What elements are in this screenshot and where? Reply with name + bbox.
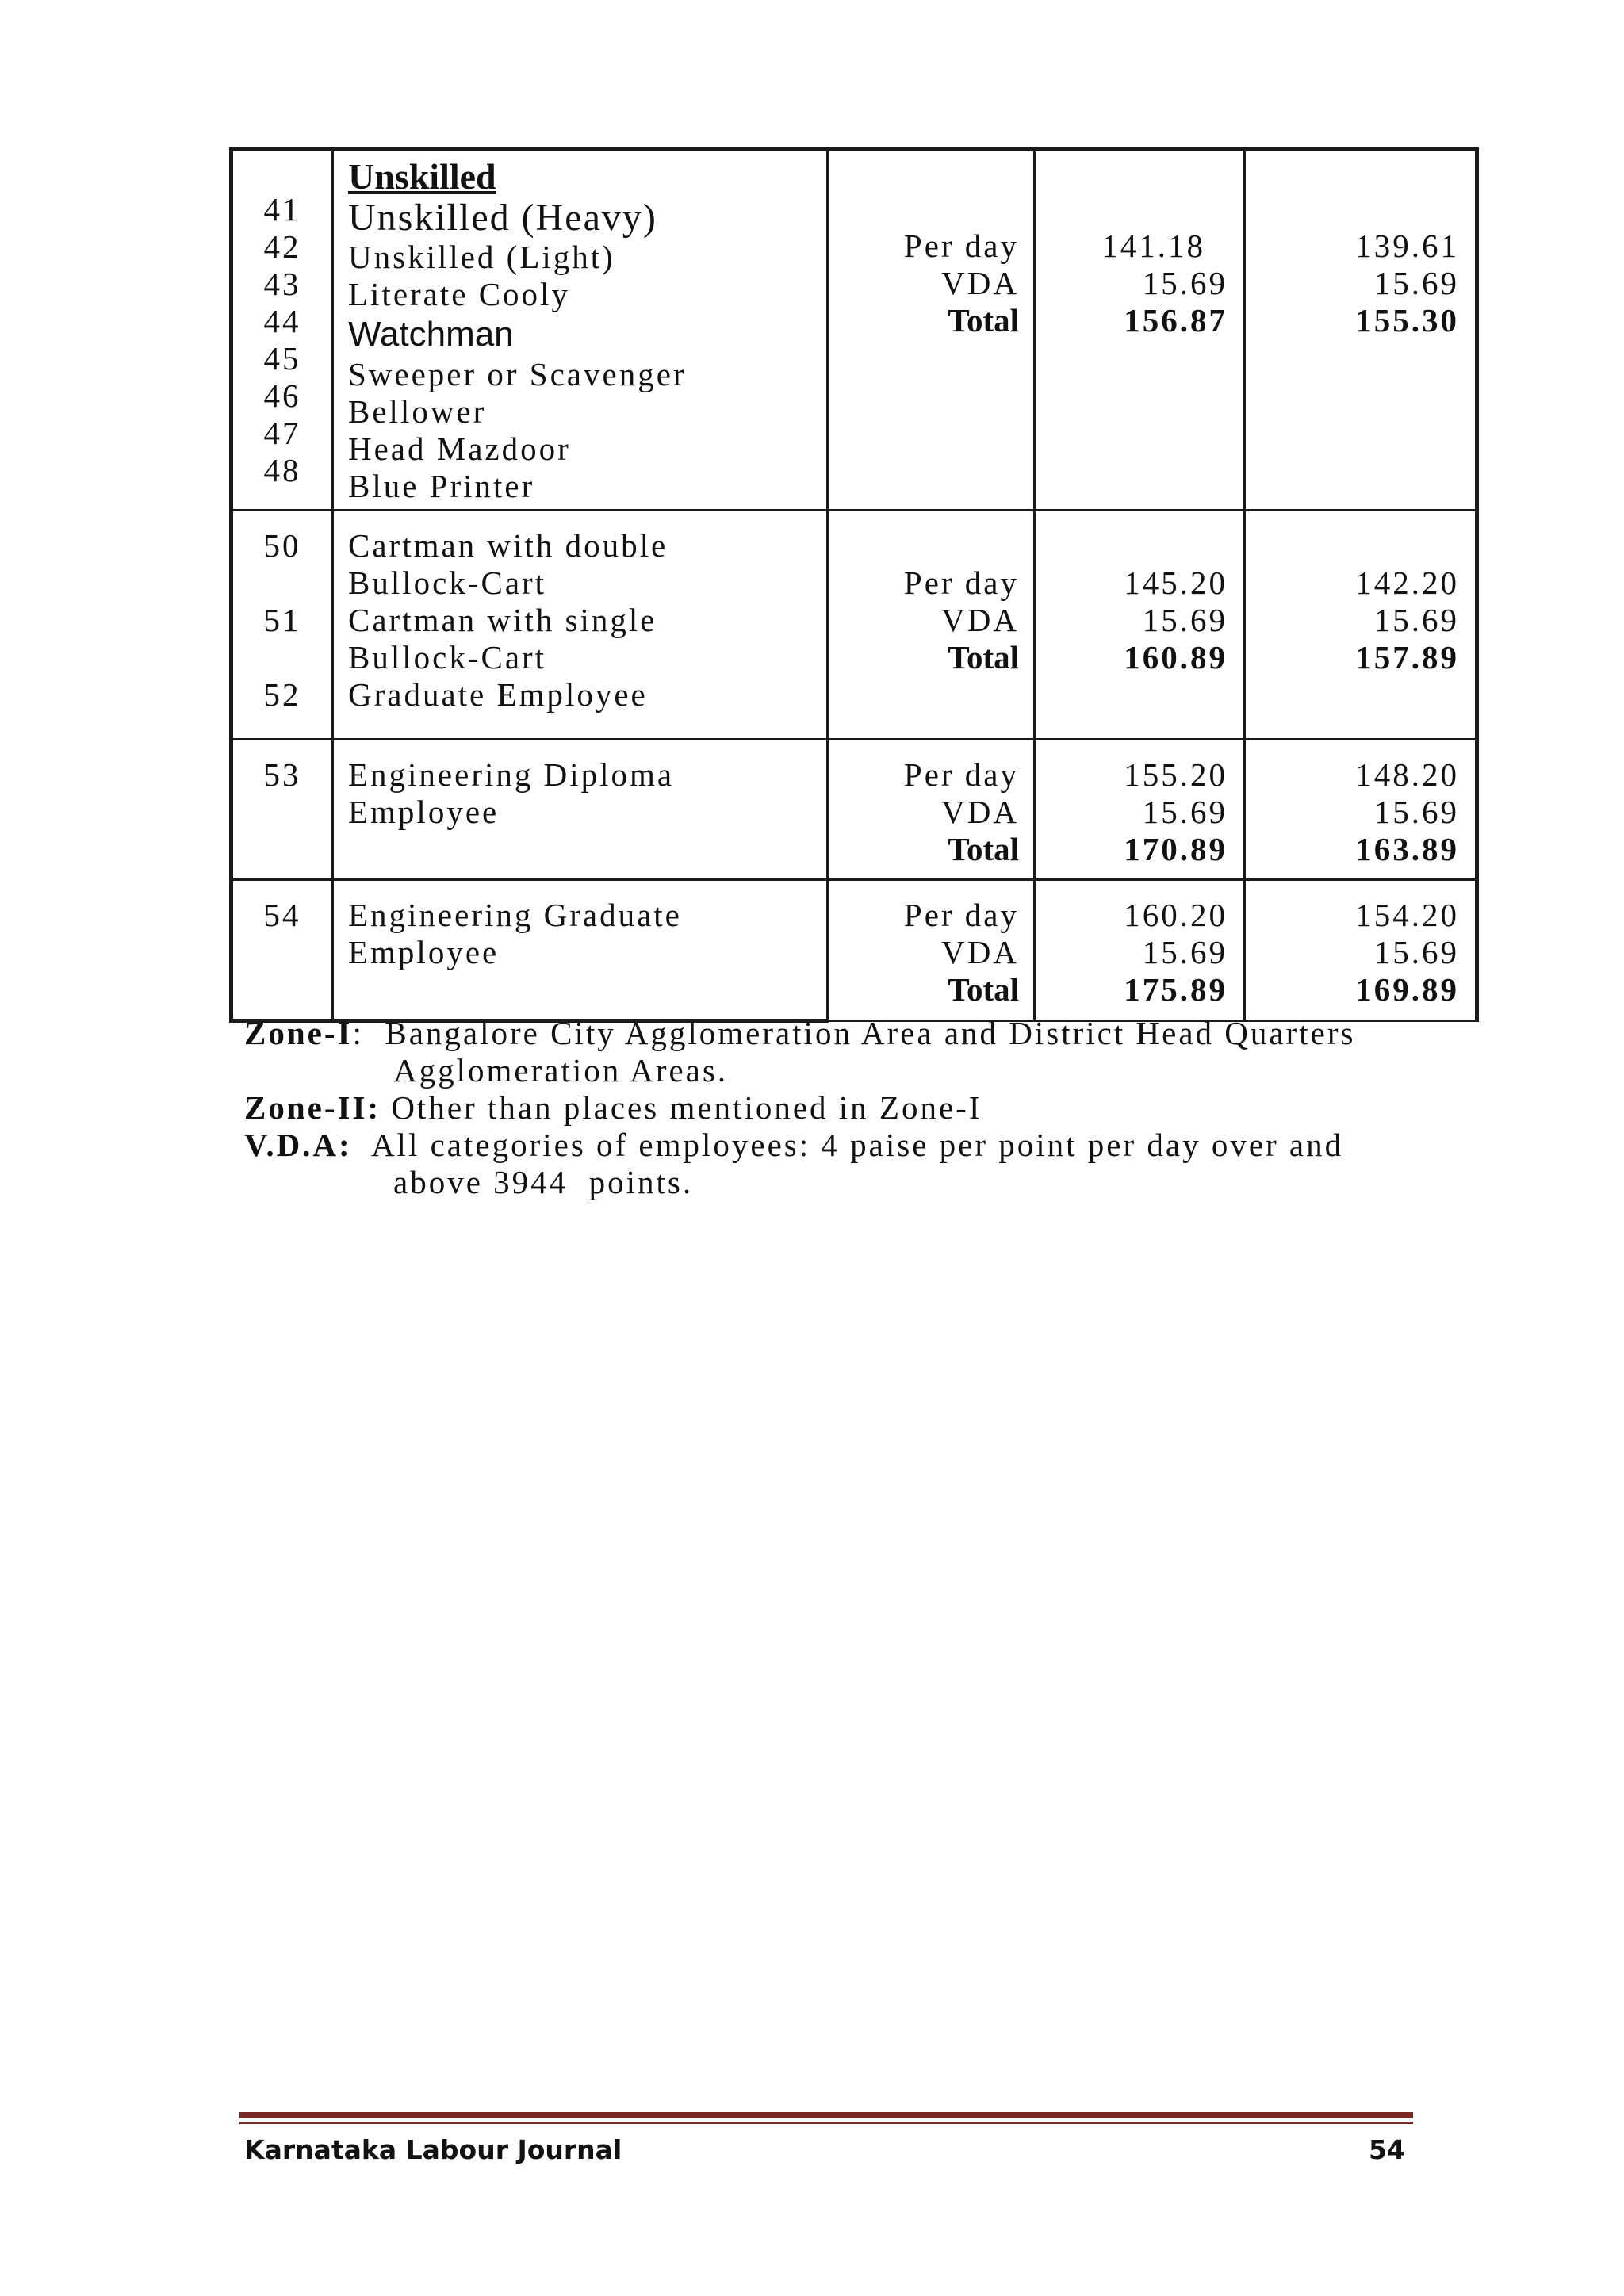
footer-rule bbox=[239, 2112, 1413, 2118]
unit-label: VDA bbox=[941, 934, 1019, 970]
category-name: Head Mazdoor bbox=[348, 430, 571, 467]
footer-rule bbox=[239, 2122, 1413, 2124]
serial-number: 53 bbox=[263, 756, 301, 793]
category-name: Unskilled (Light) bbox=[348, 239, 615, 275]
unit-label: VDA bbox=[941, 602, 1019, 638]
unit-label: VDA bbox=[941, 794, 1019, 830]
category-name: Sweeper or Scavenger bbox=[348, 356, 687, 392]
serial-number: 45 bbox=[263, 340, 301, 377]
zone1-cell bbox=[1035, 740, 1245, 880]
unit-cell bbox=[828, 150, 1035, 511]
category-name: Engineering Graduate bbox=[348, 897, 682, 933]
category-name: Literate Cooly bbox=[348, 276, 570, 312]
note-text: above 3944 points. bbox=[393, 1164, 694, 1200]
unit-label-total: Total bbox=[948, 831, 1019, 867]
category-cell bbox=[333, 880, 828, 1021]
serial-number: 54 bbox=[263, 897, 301, 933]
category-name: Watchman bbox=[348, 315, 514, 354]
serial-numbers-cell bbox=[232, 511, 333, 740]
note-label: Zone-II: bbox=[244, 1089, 381, 1126]
category-name: Blue Printer bbox=[348, 468, 535, 504]
zone2-total: 163.89 bbox=[1355, 831, 1459, 867]
table-row bbox=[232, 511, 1477, 740]
serial-numbers-cell bbox=[232, 880, 333, 1021]
zone1-cell bbox=[1035, 880, 1245, 1021]
zone1-value: 141.18 bbox=[1101, 228, 1205, 264]
serial-number: 50 bbox=[263, 527, 301, 564]
zone1-value: 160.20 bbox=[1124, 897, 1228, 933]
note-zone1: Zone-I: Bangalore City Agglomeration Area and District Head Quarters bbox=[244, 1015, 1356, 1051]
unit-label-total: Total bbox=[948, 639, 1019, 675]
zone2-cell bbox=[1245, 740, 1477, 880]
table-notes bbox=[244, 1015, 1408, 1201]
category-cell bbox=[333, 150, 828, 511]
category-name: Employee bbox=[348, 794, 500, 830]
note-zone2 bbox=[244, 1089, 1408, 1127]
unit-label-total: Total bbox=[948, 971, 1019, 1008]
unit-label: Per day bbox=[903, 228, 1019, 264]
zone1-value: 15.69 bbox=[1142, 934, 1228, 970]
category-name: Cartman with single bbox=[348, 602, 657, 638]
zone2-value: 142.20 bbox=[1355, 564, 1459, 601]
unit-label: Per day bbox=[903, 756, 1019, 793]
serial-numbers-cell bbox=[232, 150, 333, 511]
zone2-value: 154.20 bbox=[1355, 897, 1459, 933]
serial-number: 44 bbox=[263, 303, 301, 339]
zone2-value: 139.61 bbox=[1355, 228, 1459, 264]
zone1-value: 155.20 bbox=[1124, 756, 1228, 793]
zone2-value: 15.69 bbox=[1373, 602, 1459, 638]
serial-number: 51 bbox=[263, 602, 301, 638]
zone2-cell bbox=[1245, 150, 1477, 511]
table-row bbox=[232, 150, 1477, 511]
zone1-value: 15.69 bbox=[1142, 265, 1228, 301]
category-cell bbox=[333, 511, 828, 740]
zone1-cell bbox=[1035, 150, 1245, 511]
category-name: Unskilled (Heavy) bbox=[348, 197, 657, 239]
zone2-value: 15.69 bbox=[1373, 265, 1459, 301]
category-heading: Unskilled bbox=[348, 156, 496, 197]
note-text: All categories of employees: 4 paise per point per day over and bbox=[370, 1127, 1344, 1163]
category-name: Bullock-Cart bbox=[348, 564, 547, 601]
zone1-value: 15.69 bbox=[1142, 602, 1228, 638]
unit-label: Per day bbox=[903, 564, 1019, 601]
zone2-total: 155.30 bbox=[1355, 302, 1459, 339]
wage-table bbox=[229, 147, 1479, 1023]
serial-number: 46 bbox=[263, 377, 301, 414]
zone2-value: 15.69 bbox=[1373, 794, 1459, 830]
zone1-total: 160.89 bbox=[1124, 639, 1228, 675]
serial-number: 42 bbox=[263, 228, 301, 265]
table-row bbox=[232, 880, 1477, 1021]
category-name: Graduate Employee bbox=[348, 676, 648, 713]
zone1-cell bbox=[1035, 511, 1245, 740]
category-name: Cartman with double bbox=[348, 527, 668, 564]
note-text: Agglomeration Areas. bbox=[393, 1052, 729, 1089]
serial-number: 43 bbox=[263, 266, 301, 302]
unit-cell bbox=[828, 880, 1035, 1021]
note-text: Bangalore City Agglomeration Area and District Head Quarters bbox=[385, 1015, 1356, 1051]
zone1-total: 170.89 bbox=[1124, 831, 1228, 867]
page-number: 54 bbox=[1369, 2134, 1405, 2165]
serial-number: 41 bbox=[263, 191, 301, 228]
zone1-value: 15.69 bbox=[1142, 794, 1228, 830]
zone2-value: 15.69 bbox=[1373, 934, 1459, 970]
serial-number: 52 bbox=[263, 676, 301, 713]
footer-journal-title: Karnataka Labour Journal bbox=[244, 2134, 622, 2165]
category-name: Engineering Diploma bbox=[348, 756, 675, 793]
zone2-total: 157.89 bbox=[1355, 639, 1459, 675]
note-vda bbox=[244, 1127, 1408, 1164]
serial-number: 47 bbox=[263, 415, 301, 451]
table-row bbox=[232, 740, 1477, 880]
category-name: Bullock-Cart bbox=[348, 639, 547, 675]
category-name: Employee bbox=[348, 934, 500, 970]
note-text: Other than places mentioned in Zone-I bbox=[391, 1089, 982, 1126]
unit-cell bbox=[828, 511, 1035, 740]
zone1-value: 145.20 bbox=[1124, 564, 1228, 601]
zone1-total: 156.87 bbox=[1124, 302, 1228, 339]
note-label: V.D.A: bbox=[244, 1127, 352, 1163]
zone2-cell bbox=[1245, 511, 1477, 740]
category-name: Bellower bbox=[348, 393, 487, 430]
zone2-total: 169.89 bbox=[1355, 971, 1459, 1008]
category-cell bbox=[333, 740, 828, 880]
zone1-total: 175.89 bbox=[1124, 971, 1228, 1008]
unit-label-total: Total bbox=[948, 302, 1019, 339]
unit-cell bbox=[828, 740, 1035, 880]
zone2-cell bbox=[1245, 880, 1477, 1021]
zone2-value: 148.20 bbox=[1355, 756, 1459, 793]
unit-label: VDA bbox=[941, 265, 1019, 301]
unit-label: Per day bbox=[903, 897, 1019, 933]
serial-number: 48 bbox=[263, 452, 301, 488]
note-label: Zone-I bbox=[244, 1015, 353, 1051]
serial-numbers-cell bbox=[232, 740, 333, 880]
